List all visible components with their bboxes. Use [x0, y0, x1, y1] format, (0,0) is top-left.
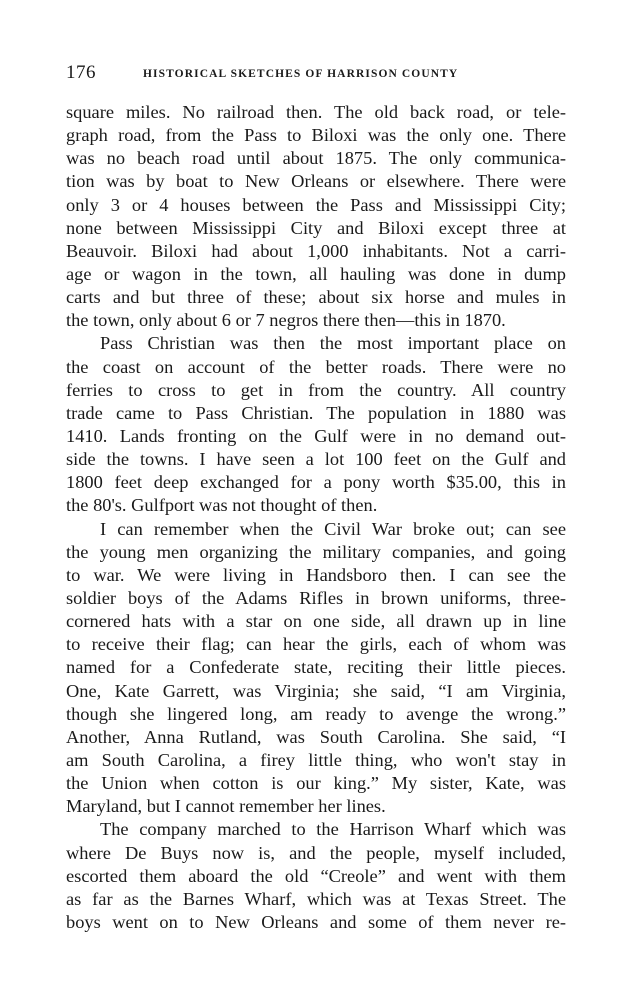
- paragraph-3: [66, 518, 566, 819]
- text-line: carts and but three of these; about six horse and mules in: [66, 287, 566, 308]
- text-line: named for a Confederate state, reciting their little pieces.: [66, 657, 566, 678]
- text-line: the young men organizing the military companies, and going: [66, 541, 566, 562]
- text-line: cornered hats with a star on one side, all drawn up in line: [66, 611, 566, 632]
- body-text: [66, 101, 566, 934]
- text-line: tion was by boat to New Orleans or elsewhere. There were: [66, 171, 566, 192]
- text-line: to receive their flag; can hear the girls, each of whom was: [66, 634, 566, 655]
- text-line: Another, Anna Rutland, was South Carolina. She said, “I: [66, 726, 566, 747]
- text-line: boys went on to New Orleans and some of them never re-: [66, 911, 566, 932]
- running-title: HISTORICAL SKETCHES OF HARRISON COUNTY: [143, 68, 459, 80]
- text-line: the town, only about 6 or 7 negros there then—this in 1870.: [66, 310, 506, 331]
- text-line: was no beach road until about 1875. The only communica-: [66, 148, 566, 169]
- text-line: the Union when cotton is our king.” My sister, Kate, was: [66, 773, 566, 794]
- text-line: none between Mississippi City and Biloxi except three at: [66, 217, 566, 238]
- text-line: though she lingered long, am ready to avenge the wrong.”: [66, 703, 566, 724]
- text-line: I can remember when the Civil War broke out; can see: [100, 518, 566, 539]
- text-line: where De Buys now is, and the people, myself included,: [66, 842, 566, 863]
- running-head: [66, 62, 576, 86]
- text-line: ferries to cross to get in from the country. All country: [66, 379, 566, 400]
- text-line: The company marched to the Harrison Wharf which was: [100, 819, 566, 840]
- text-line: trade came to Pass Christian. The population in 1880 was: [66, 402, 566, 423]
- text-line: side the towns. I have seen a lot 100 feet on the Gulf and: [66, 449, 566, 470]
- text-line: am South Carolina, a firey little thing, who won't stay in: [66, 749, 566, 770]
- text-line: Beauvoir. Biloxi had about 1,000 inhabitants. Not a carri-: [66, 240, 566, 261]
- paragraph-2: [66, 332, 566, 517]
- text-line: square miles. No railroad then. The old back road, or tele-: [66, 102, 566, 122]
- text-line: the 80's. Gulfport was not thought of then.: [66, 495, 378, 516]
- text-line: to war. We were living in Handsboro then. I can see the: [66, 564, 566, 585]
- page-number: 176: [66, 62, 96, 83]
- text-line: the coast on account of the better roads. There were no: [66, 356, 566, 377]
- text-line: 1800 feet deep exchanged for a pony worth $35.00, this in: [66, 472, 566, 493]
- text-line: only 3 or 4 houses between the Pass and Mississippi City;: [66, 194, 566, 215]
- text-line: graph road, from the Pass to Biloxi was the only one. There: [66, 125, 566, 146]
- text-line: age or wagon in the town, all hauling was done in dump: [66, 263, 566, 284]
- paragraph-4: [66, 818, 566, 934]
- text-line: escorted them aboard the old “Creole” and went with them: [66, 865, 566, 886]
- paragraph-1: [66, 101, 566, 332]
- text-line: One, Kate Garrett, was Virginia; she said, “I am Virginia,: [66, 680, 566, 701]
- text-line: as far as the Barnes Wharf, which was at Texas Street. The: [66, 888, 566, 909]
- text-line: 1410. Lands fronting on the Gulf were in no demand out-: [66, 425, 566, 446]
- text-line: Pass Christian was then the most important place on: [100, 333, 566, 354]
- text-line: soldier boys of the Adams Rifles in brown uniforms, three-: [66, 587, 566, 608]
- text-line: Maryland, but I cannot remember her lines.: [66, 796, 386, 817]
